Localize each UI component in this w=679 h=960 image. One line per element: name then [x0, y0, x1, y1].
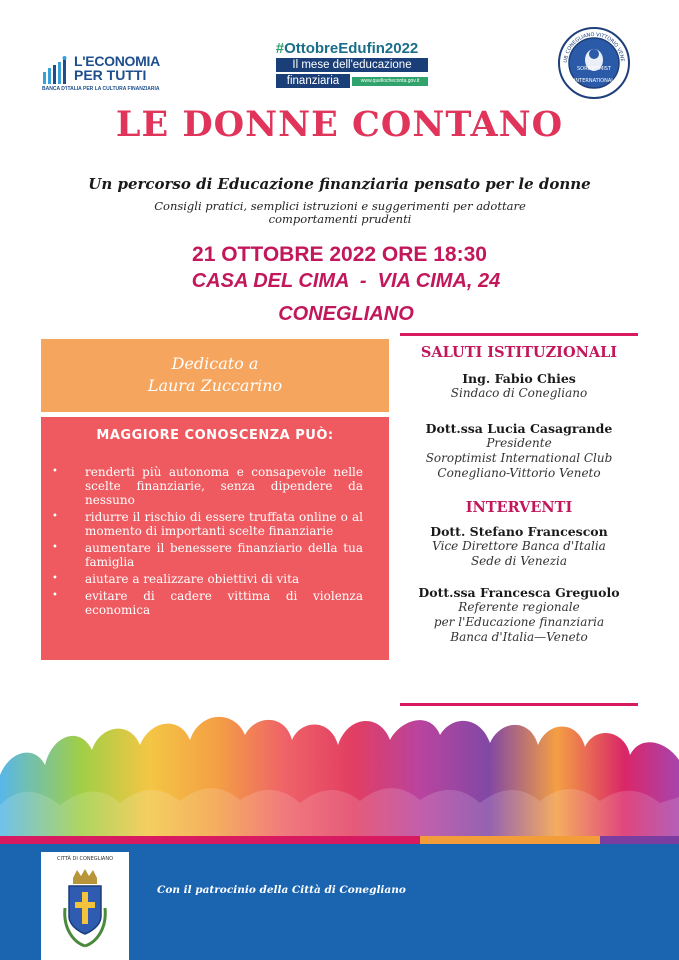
description: Consigli pratici, semplici istruzioni e suggerimenti per adottare comportamenti prudenti	[154, 199, 526, 226]
dedication-box	[41, 339, 389, 412]
speaker-role: Referente regionale	[458, 600, 580, 614]
dedication-line2: Laura Zuccarino	[147, 376, 283, 395]
knowledge-title: MAGGIORE CONOSCENZA PUÒ:	[96, 428, 334, 443]
list-item-text: aiutare a realizzare obiettivi di vita	[85, 572, 300, 586]
bullet-icon: •	[52, 511, 58, 522]
speaker-block	[400, 585, 638, 645]
list-item-text: renderti più autonoma e consapevole nelle scelte finanziarie, senza dipendere da nessuno	[85, 465, 363, 507]
knowledge-list	[41, 465, 389, 620]
speaker-name: Dott.ssa Lucia Casagrande	[425, 421, 613, 436]
speaker-role: Conegliano-Vittorio Veneto	[437, 466, 601, 480]
event-city: CONEGLIANO	[278, 303, 414, 325]
subtitle: Un percorso di Educazione finanziaria pensato per le donne	[88, 175, 591, 193]
edufin-url: www.quellocheconta.gov.it	[352, 77, 428, 86]
list-item-text: ridurre il rischio di essere truffata online o al momento di importanti scelte finanziarie	[85, 510, 363, 538]
footer-band	[0, 844, 679, 960]
edufin-line3: finanziaria	[276, 74, 350, 88]
speaker-name: Dott. Stefano Francescon	[430, 524, 608, 539]
speaker-role: Soroptimist International Club	[425, 451, 613, 465]
economia-per-tutti-logo	[42, 46, 172, 96]
patronage-text: Con il patrocinio della Città di Conegliano	[157, 884, 406, 896]
bullet-icon: •	[52, 466, 58, 477]
speaker-role: Banca d'Italia—Veneto	[450, 630, 588, 644]
bar-chart-icon	[42, 56, 72, 86]
soroptimist-seal-logo	[557, 26, 631, 100]
speaker-role: Presidente	[486, 436, 552, 450]
speaker-role: Sede di Venezia	[470, 554, 568, 568]
list-item	[41, 589, 389, 617]
footer-stripe-pink	[0, 836, 420, 844]
speaker-block	[400, 524, 638, 569]
economia-title-line2: PER TUTTI	[74, 67, 147, 83]
list-item	[41, 510, 389, 538]
list-item	[41, 572, 389, 586]
divider-top	[400, 333, 638, 336]
footer-stripe-purple	[600, 836, 679, 844]
ottobre-edufin-logo	[262, 40, 432, 92]
hashtag-text: OttobreEdufin2022	[284, 40, 419, 57]
bullet-icon: •	[52, 542, 58, 553]
edufin-hashtag	[262, 40, 432, 57]
footer-stripe-orange	[420, 836, 600, 844]
dedication-line1: Dedicato a	[171, 354, 259, 373]
speaker-role: Vice Direttore Banca d'Italia	[432, 539, 606, 553]
edufin-line2: Il mese dell'educazione	[276, 58, 428, 72]
list-item	[41, 465, 389, 507]
hashtag-symbol: #	[275, 40, 285, 57]
women-silhouettes-illustration	[0, 705, 679, 843]
speaker-name: Ing. Fabio Chies	[462, 371, 576, 386]
program-column	[400, 340, 638, 645]
seal-bottom-text: INTERNATIONAL	[573, 78, 615, 84]
list-item	[41, 541, 389, 569]
speaker-name: Dott.ssa Francesca Greguolo	[418, 585, 620, 600]
main-title: LE DONNE CONTANO	[115, 104, 564, 145]
bullet-icon: •	[52, 573, 58, 584]
speaker-block	[400, 421, 638, 481]
economia-title-line1: L'ECONOMIA	[74, 53, 160, 69]
seal-top-text: UB CONEGLIANO VITTORIO VENE	[562, 31, 625, 63]
dedication-text	[41, 353, 389, 397]
speaker-role: per l'Educazione finanziaria	[433, 615, 605, 629]
saluti-heading: SALUTI ISTITUZIONALI	[420, 344, 618, 361]
event-date: 21 OTTOBRE 2022 ORE 18:30	[192, 243, 487, 266]
list-item-text: aumentare il benessere finanziario della tua famiglia	[85, 541, 363, 569]
city-crest-icon	[59, 868, 111, 956]
economia-subtitle: BANCA D'ITALIA PER LA CULTURA FINANZIARIA	[42, 86, 160, 92]
interventi-heading: INTERVENTI	[465, 499, 573, 516]
city-crest-card	[41, 852, 129, 960]
seal-mid-text: SOROPTIMIST	[576, 66, 612, 72]
speaker-block	[400, 371, 638, 401]
event-place: CASA DEL CIMA - VIA CIMA, 24	[191, 270, 501, 292]
speaker-role: Sindaco di Conegliano	[450, 386, 588, 400]
knowledge-box	[41, 417, 389, 660]
city-label: CITTÀ DI CONEGLIANO	[56, 856, 114, 862]
list-item-text: evitare di cadere vittima di violenza economica	[85, 589, 363, 617]
bullet-icon: •	[52, 590, 58, 601]
